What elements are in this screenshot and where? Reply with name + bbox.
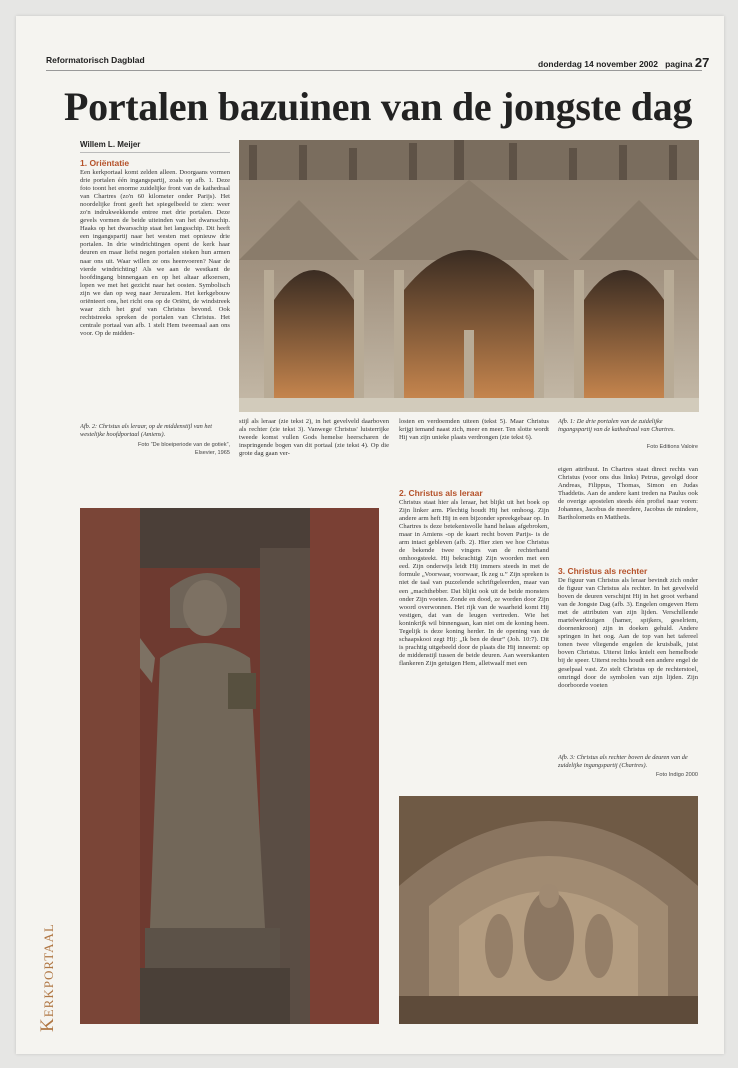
- author-byline: Willem L. Meijer: [80, 140, 141, 149]
- issue-date: donderdag 14 november 2002: [538, 59, 658, 69]
- caption-afb1: Afb. 1: De drie portalen van de zuidelijke ingangspartij van de kathedraal van Chartres.: [558, 418, 675, 433]
- credit-afb2-line1: Foto “De bloeiperiode van de gotiek”,: [137, 442, 230, 448]
- section-2-text: Christus staat hier als leraar, het blijkt uit het boek op Zijn linker arm. Plechtig houdt Hij het omhoog. Zijn andere arm heft Hij in een bijzonder spreekgebaar op. In Chartres is deze betekenisvolle hand helaas afgebroken, maar in Amiens -op de kaart recht boven Parijs- is de arm intact gebleven (afb. 2). Hier zien we hoe Christus de bekende twee vingers van de rechterhand omhoogsteekt. Hij bekrachtigt Zijn woorden met een eed. Zijn onderwijs leidt Hij immers steeds in met de formule „Voorwaar, voorwaar, Ik zeg u.” Zijn spreken is niet de taal van puzzelende schriftgeleerden, maar van een „machthebber. Dat blijkt ook uit de beide monsters onder Zijn voeten. Zonde en dood, ze worden door Zijn woord overwonnen. Het rijk van de waarheid komt Hij vestigen, dat van de leugen vertreden. Wie het koninkrijk wil binnengaan, kan niet om de koning heen. Tegelijk is deze koning herder. In de opening van de schaapskooi zegt Hij: „Ik ben de deur” (Joh. 10:7). Dit is prachtig uitgebeeld door de plaats die Hij inneemt: op de middenstijl tussen de beide deuren. Aan weerskanten flankeren Zijn getuigen Hem, alletwaalf met een: [399, 499, 549, 667]
- credit-afb1: Foto Editions Valoire: [646, 444, 698, 450]
- headline: Portalen bazuinen van de jongste dag: [64, 84, 693, 129]
- photo-cathedral-portals: [239, 140, 699, 412]
- credit-afb3: Foto Indigo 2000: [656, 772, 698, 778]
- section-1-heading: 1. Oriëntatie: [80, 158, 130, 168]
- page-header-right: [538, 55, 709, 70]
- byline-rule: [80, 152, 230, 153]
- caption-afb3: Afb. 3: Christus als rechter boven de deuren van de zuidelijke ingangspartij (Chartres).: [558, 754, 688, 769]
- section-1-text-col1: Een kerkportaal komt zelden alleen. Doorgaans vormen drie portalen één ingangspartij, zoals op afb. 1. Deze foto toont het enorme zuidelijke front van de kathedraal van Chartres (zo'n 60 kilometer onder Parijs). Het noordelijke front geeft het spiegelbeeld te zien: weer zo'n indrukwekkende entree met drie portalen. Deze gevels vormen de beide uiteinden van het dwarsschip. Haaks op het dwarsschip staat het langsschip. Dit heeft een ingangspartij naar het westen met opnieuw drie portalen. In drie windrichtingen opent de kerk haar deuren en maar liefst negen portalen steken hun armen naar ons uit. Waar willen ze ons heenvoeren? Naar de vierde windrichting! Als we aan de westkant de hoofdingang binnengaan en op het altaar afkoersen, lopen we met het gezicht naar het oosten. Symbolisch zijn we dan op weg naar Jeruzalem. Het kerkgebouw oriënteert ons, het richt ons op de Oriënt, de windstreek waar zich het graf van Christus bevond. Ook rechtstreeks spreken de portalen van Christus. Het centrale portaal van afb. 1 stelt Hem tweemaal aan ons voor. Op de midden-: [80, 169, 230, 337]
- photo-christ-as-teacher-statue: [80, 508, 379, 1024]
- kerkportaal-vertical-label: Kerkportaal: [37, 923, 58, 1032]
- section-1-text-col3: losten en verdoemden uiteen (tekst 5). Maar Christus krijgt iemand naast zich, meer en meer. Ten slotte wordt Hij van zijn unieke plaats verdrongen (zie tekst 6).: [399, 418, 549, 442]
- section-3-text: De figuur van Christus als leraar bevindt zich onder de figuur van Christus als rechter. In het gevelveld boven de deuren verschijnt Hij in het groot verband van de Jongste Dag (afb. 3). Engelen omgeven Hem met de attributen van zijn lijden. Verschillende martelwerktuigen (hamer, spijkers, geselriem, doornenkroon) zijn in doeken gehuld. Andere springen in het oog. Aan de top van het tafereel tonen twee vliegende engelen de kruisbalk, juist boven Christus. Uiterst links knielt een hemelbode bij de speer. Uiterst rechts houdt een andere engel de geselpaal vast. Zo stelt Christus op de rechterstoel, omringd door de symbolen van zijn lijden. Zijn doorboorde voeten: [558, 577, 698, 689]
- photo-tympanum-christ-as-judge: [399, 796, 698, 1024]
- caption-afb2: Afb. 2: Christus als leraar, op de middenstijl van het westelijke hoofdportaal (Amiens).: [80, 423, 213, 438]
- section-2-text-continued: eigen attribuut. In Chartres staat direct rechts van Christus (voor ons dus links) Petrus, gevolgd door Andreas, Filippus, Thomas, Simon en Judas Thaddeüs. Aan de andere kant treden na Paulus ook de overige apostelen steeds één profiel naar voren: Johannes, Jacobus de meerdere, Jacobus de mindere, Bartholomeüs en Mattheüs.: [558, 466, 698, 522]
- section-1-text-col2: stijl als leraar (zie tekst 2), in het gevelveld daarboven als rechter (zie tekst 3). Vanwege Christus' luisterrijke tweede komst vullen Gods hemelse heerscharen de inspringende bogen van dit portaal (zie tekst 4). Op die grote dag gaan ver-: [239, 418, 389, 458]
- header-rule: [46, 70, 702, 71]
- newspaper-name: Reformatorisch Dagblad: [46, 55, 145, 65]
- section-3-heading: 3. Christus als rechter: [558, 566, 648, 576]
- section-2-heading: 2. Christus als leraar: [399, 488, 483, 498]
- credit-afb2-line2: Elsevier, 1965: [194, 450, 230, 456]
- page-number: 27: [694, 55, 710, 70]
- page-label: pagina: [665, 59, 693, 69]
